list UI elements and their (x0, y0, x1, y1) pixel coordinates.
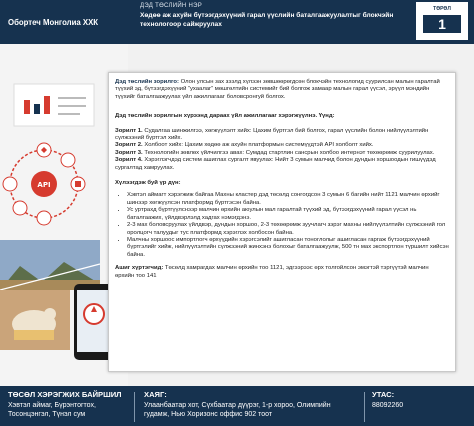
task-label: Зорилт 4. (115, 157, 143, 164)
category-box (416, 2, 468, 40)
task-text: Хэрэглэгчдэд систем ашиглах сургалт явуулах: Нийт 3 сумын малчид болон дундын хоршоодын гишүүдэд сургалтад хамруулах. (115, 157, 436, 171)
result-item: • 2-3 мах боловсруулах үйлдвэр, дундын хоршоо, 2-3 төхөөрөмж зуучлагч зэрэг махны нийлүүлэлтийн сүлжээний гол оролцогч талуудыг тус платформд хэрэглэх холбосон байна. (127, 222, 449, 237)
svg-text:API: API (37, 181, 51, 189)
goal-text: Олон улсын зах зээлд хүлээн зөвшөөрөгдсөн блокчэйн технологид суурилсан малын гаралтай түүхий эд, бүтээгдэхүүний “ухаалаг” мөшгөлтийн системийг бий болгож замаар малын гарал үүсэл, эрүүл мэндийн түүхийг баталгаажуулах үйл ажиллагааг боловсронгуй болгох. (115, 79, 440, 100)
task-text: Холбоот хийх: Цахим хөдөө аж ахуйн платформын системүүдтэй API холболт хийх. (144, 142, 374, 149)
footer-address (144, 390, 354, 419)
organization-name: Обортеч Монголиа ХХК (8, 17, 99, 27)
address-text: Улаанбаатар хот, Сүхбаатар дүүрэг, 1-р хороо, Олимпийн гудамж, Нью Хоризонс оффис 902 тоот (144, 402, 331, 418)
location-text: Хэвтэл аймаг, Бүрэнтогтох, Тосонцэнгэл, Түнэл сум (8, 402, 96, 418)
category-number: 1 (423, 15, 461, 33)
tasks-intro: Дэд төслийн зорилгын хүрээнд дараах үйл ажиллагааг хэрэгжүүлнэ. Үүнд: (115, 113, 335, 120)
results-list (115, 192, 449, 259)
task-text: Судалгаа шинжилгээ, хөгжүүлэлт хийх: Цахим бүртгэл бий болгох, гарал үүслийн болон нийлүүлэлтийн сүлжээний бүртгэл хийх. (115, 127, 429, 142)
task-item (115, 128, 449, 143)
phone-title: УТАС: (372, 390, 395, 399)
beneficiary-text: Төсөлд хамрагдах малчин өрхийн тоо 1121, эдгээрээс өрх толгойлсон эмэгтэй тэргүүтэй малчин өрхийн тоо 141 (115, 265, 429, 279)
goal-paragraph (115, 79, 449, 101)
category-label: ТӨРӨЛ (433, 6, 451, 12)
gear-icon (75, 181, 81, 187)
project-label: ДЭД ТӨСЛИЙН НЭР (140, 3, 203, 9)
footer-bar (0, 386, 474, 426)
animal-photo (0, 290, 70, 350)
task-item (115, 157, 449, 172)
project-content-card (108, 72, 456, 372)
task-label: Зорилт 1. (115, 127, 143, 134)
beneficiary-label: Ашиг хүртэгчид: (115, 265, 164, 272)
phone-number: 88092260 (372, 402, 404, 409)
task-label: Зорилт 3. (115, 149, 143, 156)
project-title-block (140, 3, 416, 29)
project-title: Хөдөө аж ахуйн бүтээгдэхүүний гарал үүслийн баталгаажуулалтыг блокчэйн технологоор сайжруулах (140, 12, 394, 28)
task-item (115, 142, 449, 149)
task-label: Зорилт 2. (115, 142, 143, 149)
footer-divider (364, 392, 365, 422)
results-label: Хүлээгдэж буй үр дүн: (115, 180, 181, 187)
result-item: • Хэвтэл аймагт хэрэгжиж байгаа Махны кластер дэд төсөлд сонгогдсон 3 сумын 6 багийн нийт 1121 малчин өрхийг шинээр хөгжүүлсэн платформд бүртгэсэн байна. (127, 192, 449, 207)
result-item: • Малчны хоршоос импортлогч өрхүүдийн хэрэгсэлийг ашигласан тоноглолыг ашигласан гаргаж бүтээгдэхүүний бүртгэлийг хийж, нийлүүлэлтийн сүлжээний жинхэнэ болохыг баталгаажуулж, 500 тн мах экспортлон түршилт хийсэн байна. (127, 237, 449, 259)
goal-label: Дэд төслийн зорилго: (115, 79, 179, 85)
address-title: ХАЯГ: (144, 390, 167, 399)
task-text: Технологийн зөвлөх үйлчилгээ авах: Сумдад стартлин сансрын холбоо интернэт төхөөрөмж суурилуулах. (144, 149, 435, 156)
footer-location (8, 390, 126, 419)
beneficiary-paragraph (115, 265, 449, 280)
location-title: ТӨСӨЛ ХЭРЭГЖИХ БАЙРШИЛ (8, 390, 122, 399)
landscape-photo (0, 240, 100, 290)
result-item: • Ус уртрахд бүртгүүлснээр малчин өрхийн аюулын мал гаралтай түүхий эд, бүтээгдэхүүний гарал үүсэл нь баталгаажих, үйлдвэрлэлд хадгах нэмэгдэнэ. (127, 207, 449, 222)
footer-divider (134, 392, 135, 422)
footer-phone (372, 390, 468, 410)
